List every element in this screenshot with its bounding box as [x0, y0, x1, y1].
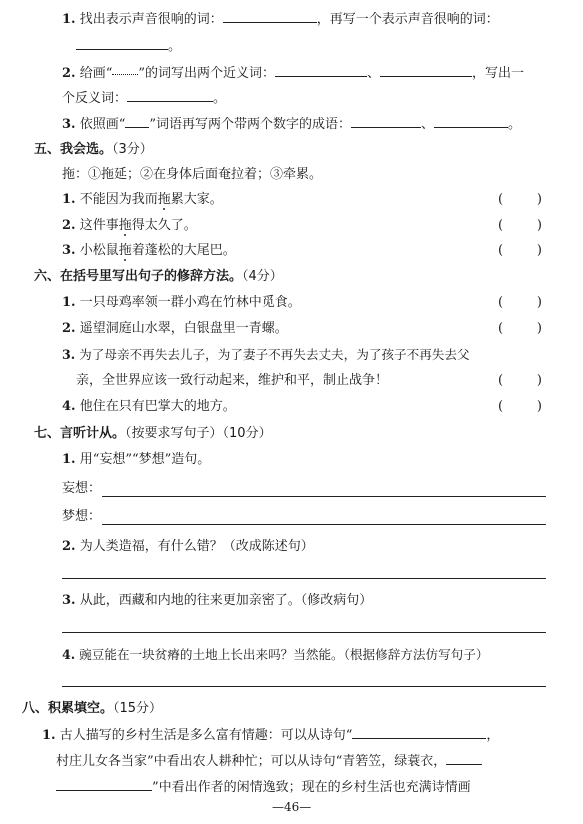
section-5-title: [34, 141, 153, 159]
sec8-q1-text-1: 古人描写的乡村生活是多么富有情趣：可以从诗句“: [59, 728, 353, 743]
sec8-q1-line-2: [56, 752, 482, 771]
sec8-q1-text-2: 村庄儿女各当家”中看出农人耕种忙；可以从诗句“青箬笠，绿蓑衣，: [56, 754, 447, 769]
sec5-item-1-dotted-char: 拖: [157, 192, 171, 207]
section-8-title-text: 八、积累填空。: [22, 701, 114, 716]
sec6-item-2-number: 2.: [62, 321, 76, 336]
sec6-item-4: [62, 398, 236, 416]
sec7-q2-number: 2.: [62, 539, 76, 554]
sec5-item-3-text-pre: 小松鼠: [79, 243, 119, 258]
q1-blank-2[interactable]: [76, 37, 168, 50]
q3-prompt-2: ”词语再写两个带两个数字的成语：: [149, 117, 352, 132]
paren-left: (: [498, 373, 504, 388]
section-7-title: [34, 425, 272, 443]
sec6-answer-4[interactable]: [498, 398, 542, 416]
sec7-q1-answer-b[interactable]: [102, 524, 546, 525]
section-7-score: （10分）: [222, 426, 272, 441]
paren-right: ): [536, 321, 542, 336]
sec7-q1-label-a: 妄想：: [62, 481, 102, 496]
q3-separator: 、: [421, 117, 435, 132]
sec5-answer-3[interactable]: [498, 242, 542, 260]
paren-right: ): [536, 399, 542, 414]
q1-prompt: 找出表示声音很响的词：: [79, 12, 223, 27]
q3-prompt: 依照画“: [79, 117, 126, 132]
sec8-q1-number: 1.: [42, 728, 56, 743]
sec6-answer-1[interactable]: [498, 294, 542, 312]
sec6-item-1-text: 一只母鸡率领一群小鸡在竹林中觅食。: [79, 295, 301, 310]
sec8-q1-line-1: [42, 726, 499, 745]
q3-underline-sample: [125, 115, 149, 128]
section-6-score: （4分）: [242, 269, 283, 284]
sec7-q3-hint: （修改病句）: [300, 593, 373, 608]
sec6-item-2-text: 遥望洞庭山水翠，白银盘里一青螺。: [79, 321, 288, 336]
paren-left: (: [498, 192, 504, 207]
sec7-q1-number: 1.: [62, 452, 76, 467]
sec7-q3-text: 从此，西藏和内地的往来更加亲密了。: [79, 593, 301, 608]
q1-number: 1.: [62, 12, 76, 27]
sec5-item-2-text-pre: 这件事: [79, 218, 119, 233]
paren-right: ): [536, 295, 542, 310]
sec7-q1: [62, 451, 210, 469]
section-7-hint: （按要求写句子）: [125, 426, 223, 441]
page-number: —46—: [272, 800, 312, 814]
section-5-title-text: 五、我会选。: [34, 142, 113, 157]
section-5-score: （3分）: [112, 142, 153, 157]
sec5-item-1-text-pre: 不能因为我而: [79, 192, 158, 207]
sec6-answer-3[interactable]: [498, 372, 542, 390]
sec6-item-3-text: 为了母亲不再失去儿子，为了妻子不再失去丈夫，为了孩子不再失去父: [79, 347, 470, 362]
sec7-q2: [62, 538, 314, 556]
q2-line: [62, 64, 524, 83]
section-6-title: [34, 268, 283, 286]
section-8-title: [22, 700, 162, 718]
q2-blank-1[interactable]: [275, 64, 367, 77]
sec6-item-1: [62, 294, 301, 312]
q3-blank-1[interactable]: [351, 115, 421, 128]
sec5-item-1-text-post: 累大家。: [170, 192, 223, 207]
wavy-underline-icon: [112, 64, 138, 75]
sec6-answer-2[interactable]: [498, 320, 542, 338]
q3-end: 。: [508, 117, 522, 132]
sec7-q2-hint: （改成陈述句）: [222, 539, 314, 554]
sec7-q4-text: 豌豆能在一块贫瘠的土地上长出来吗？当然能。: [79, 647, 344, 662]
paren-right: ): [536, 218, 542, 233]
sec8-q1-line-3: [56, 778, 471, 797]
sec6-item-3-cont: 亲，全世界应该一致行动起来，维护和平，制止战争！: [76, 373, 389, 388]
section-5-options: 拖：①拖延；②在身体后面奄拉着；③牵累。: [62, 167, 323, 182]
q2-blank-3[interactable]: [127, 89, 213, 102]
sec6-item-2: [62, 320, 288, 338]
q1-end: 。: [168, 39, 182, 54]
q2-separator: 、: [367, 66, 381, 81]
sec8-q1-blank-2[interactable]: [446, 752, 482, 765]
q3-blank-2[interactable]: [434, 115, 508, 128]
sec5-item-1-number: 1.: [62, 192, 76, 207]
sec8-q1-blank-1[interactable]: [352, 726, 486, 739]
q2-prompt-2: ”的词写出两个近义词：: [138, 66, 276, 81]
q2-prompt-3: ，写出一: [472, 66, 525, 81]
paren-left: (: [498, 321, 504, 336]
q1-line: [62, 10, 499, 29]
sec8-q1-comma: ，: [486, 728, 500, 743]
sec5-item-3: [62, 242, 236, 260]
paren-right: ): [536, 243, 542, 258]
sec6-item-1-number: 1.: [62, 295, 76, 310]
sec5-answer-1[interactable]: [498, 191, 542, 209]
sec7-q3: [62, 592, 372, 610]
sec5-item-2-text-post: 得太久了。: [131, 218, 197, 233]
sec7-q4-answer[interactable]: [62, 686, 546, 687]
sec7-q3-number: 3.: [62, 593, 76, 608]
q3-line: [62, 115, 521, 134]
q1-prompt-2: ，再写一个表示声音很响的词：: [316, 12, 499, 27]
sec6-item-4-text: 他住在只有巴掌大的地方。: [79, 399, 236, 414]
sec5-item-3-number: 3.: [62, 243, 76, 258]
paren-left: (: [498, 295, 504, 310]
q2-number: 2.: [62, 66, 76, 81]
sec5-item-2-number: 2.: [62, 218, 76, 233]
sec8-q1-blank-3[interactable]: [56, 778, 152, 791]
sec7-q4: [62, 646, 488, 664]
q1-line-2: [76, 37, 181, 56]
sec7-q4-number: 4.: [62, 647, 76, 662]
sec6-item-3-number: 3.: [62, 347, 76, 362]
q2-prompt-4: 个反义词：: [62, 91, 128, 106]
sec6-item-4-number: 4.: [62, 399, 76, 414]
sec6-item-3: [62, 346, 470, 364]
section-8-score: （15分）: [113, 701, 163, 716]
sec7-q2-text: 为人类造福，有什么错？: [79, 539, 223, 554]
paren-right: ): [536, 192, 542, 207]
section-7-title-text: 七、言听计从。: [34, 426, 126, 441]
q1-blank-1[interactable]: [223, 10, 317, 23]
paren-right: ): [536, 373, 542, 388]
sec5-answer-2[interactable]: [498, 217, 542, 235]
sec7-q4-hint: （根据修辞方法仿写句子）: [343, 647, 489, 662]
sec7-q3-answer[interactable]: [62, 632, 546, 633]
section-6-title-text: 六、在括号里写出句子的修辞方法。: [34, 269, 243, 284]
paren-left: (: [498, 243, 504, 258]
q2-prompt: 给画“: [79, 66, 113, 81]
sec7-q1-answer-a[interactable]: [102, 496, 546, 497]
q2-end: 。: [213, 91, 227, 106]
q2-blank-2[interactable]: [380, 64, 472, 77]
q3-number: 3.: [62, 117, 76, 132]
sec5-item-3-dotted-char: 拖: [118, 243, 132, 258]
sec5-item-1: [62, 191, 223, 209]
sec7-q2-answer[interactable]: [62, 578, 546, 579]
sec5-item-2: [62, 217, 197, 235]
paren-left: (: [498, 218, 504, 233]
q2-line-2: [62, 89, 226, 108]
sec7-q1-text: 用“妄想”“梦想”造句。: [79, 452, 211, 467]
sec7-q1-label-b: 梦想：: [62, 509, 102, 524]
sec8-q1-text-3: ”中看出作者的闲情逸致；现在的乡村生活也充满诗情画: [152, 780, 471, 795]
sec5-item-3-text-post: 着蓬松的大尾巴。: [131, 243, 236, 258]
paren-left: (: [498, 399, 504, 414]
sec5-item-2-dotted-char: 拖: [118, 218, 132, 233]
